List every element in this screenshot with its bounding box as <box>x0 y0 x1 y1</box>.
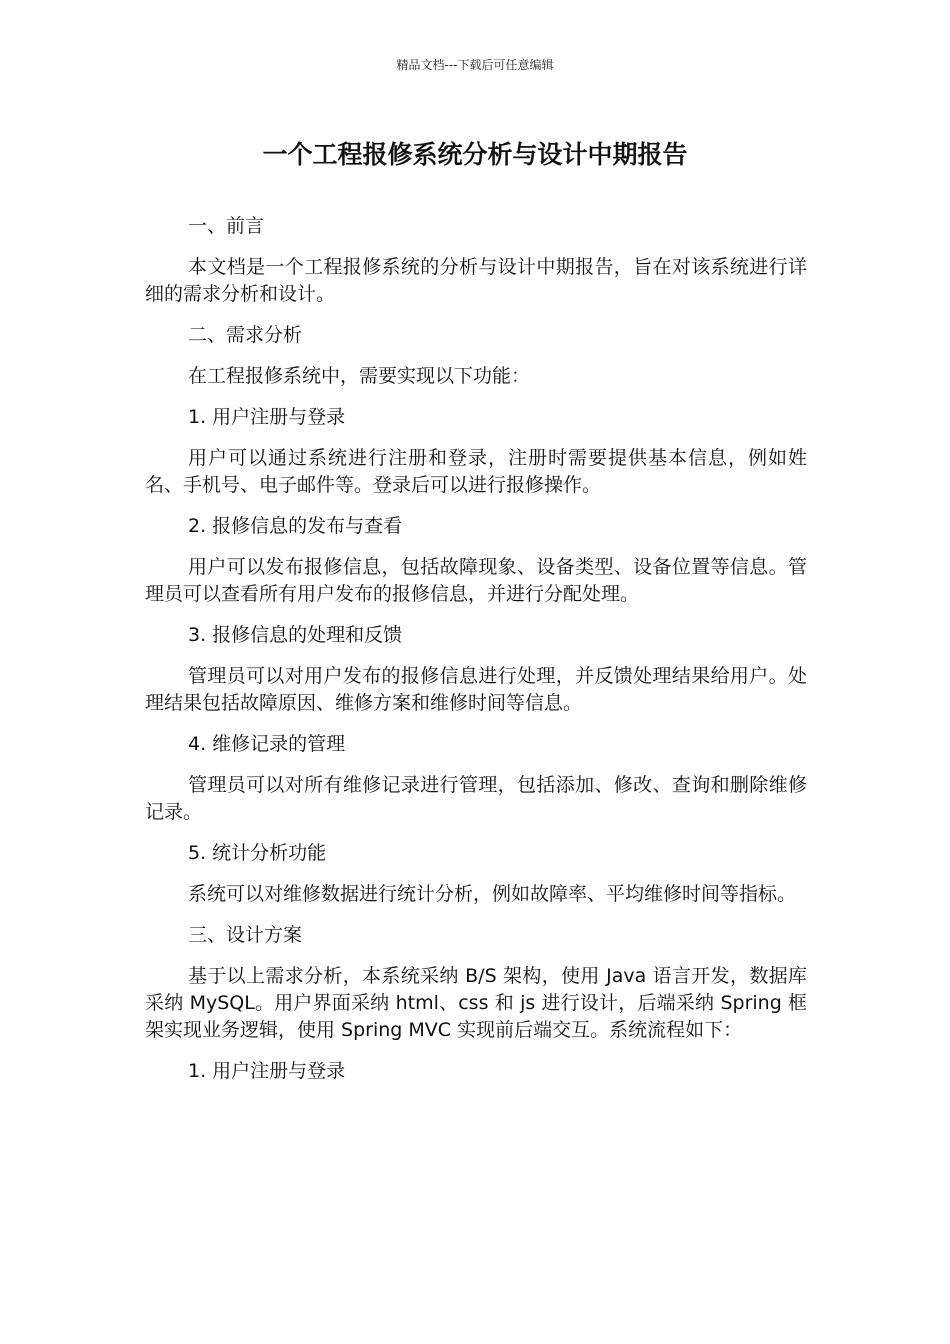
paragraph-processing: 管理员可以对用户发布的报修信息进行处理，并反馈处理结果给用户。处理结果包括故障原因、维修方案和维修时间等信息。 <box>145 665 807 714</box>
paragraph-intro: 本文档是一个工程报修系统的分析与设计中期报告，旨在对该系统进行详细的需求分析和设计。 <box>145 256 807 305</box>
paragraph-records: 管理员可以对所有维修记录进行管理，包括添加、修改、查询和删除维修记录。 <box>145 774 807 823</box>
document-body <box>145 213 807 1099</box>
list-heading-4: 4. 维修记录的管理 <box>188 733 346 755</box>
paragraph-statistics: 系统可以对维修数据进行统计分析，例如故障率、平均维修时间等指标。 <box>188 883 797 905</box>
section-heading-requirements: 二、需求分析 <box>188 324 303 346</box>
document-title: 一个工程报修系统分析与设计中期报告 <box>262 140 688 169</box>
paragraph-features-intro: 在工程报修系统中，需要实现以下功能： <box>188 365 531 387</box>
list-heading-flow-1: 1. 用户注册与登录 <box>188 1060 346 1082</box>
list-heading-2: 2. 报修信息的发布与查看 <box>188 515 403 537</box>
section-heading-preface: 一、前言 <box>188 215 265 237</box>
list-heading-3: 3. 报修信息的处理和反馈 <box>188 624 403 646</box>
paragraph-registration: 用户可以通过系统进行注册和登录，注册时需要提供基本信息，例如姓名、手机号、电子邮件等。登录后可以进行报修操作。 <box>145 447 807 496</box>
section-heading-design: 三、设计方案 <box>188 924 303 946</box>
paragraph-architecture: 基于以上需求分析，本系统采纳 B/S 架构，使用 Java 语言开发，数据库采纳 MySQL。用户界面采纳 html、css 和 js 进行设计，后端采纳 Spring 框架实现业务逻辑，使用 Spring MVC 实现前后端交互。系统流程如下： <box>145 965 807 1041</box>
paragraph-publish: 用户可以发布报修信息，包括故障现象、设备类型、设备位置等信息。管理员可以查看所有用户发布的报修信息，并进行分配处理。 <box>145 556 807 605</box>
list-heading-5: 5. 统计分析功能 <box>188 842 327 864</box>
list-heading-1: 1. 用户注册与登录 <box>188 406 346 428</box>
page-header-note: 精品文档---下载后可任意编辑 <box>396 58 554 72</box>
